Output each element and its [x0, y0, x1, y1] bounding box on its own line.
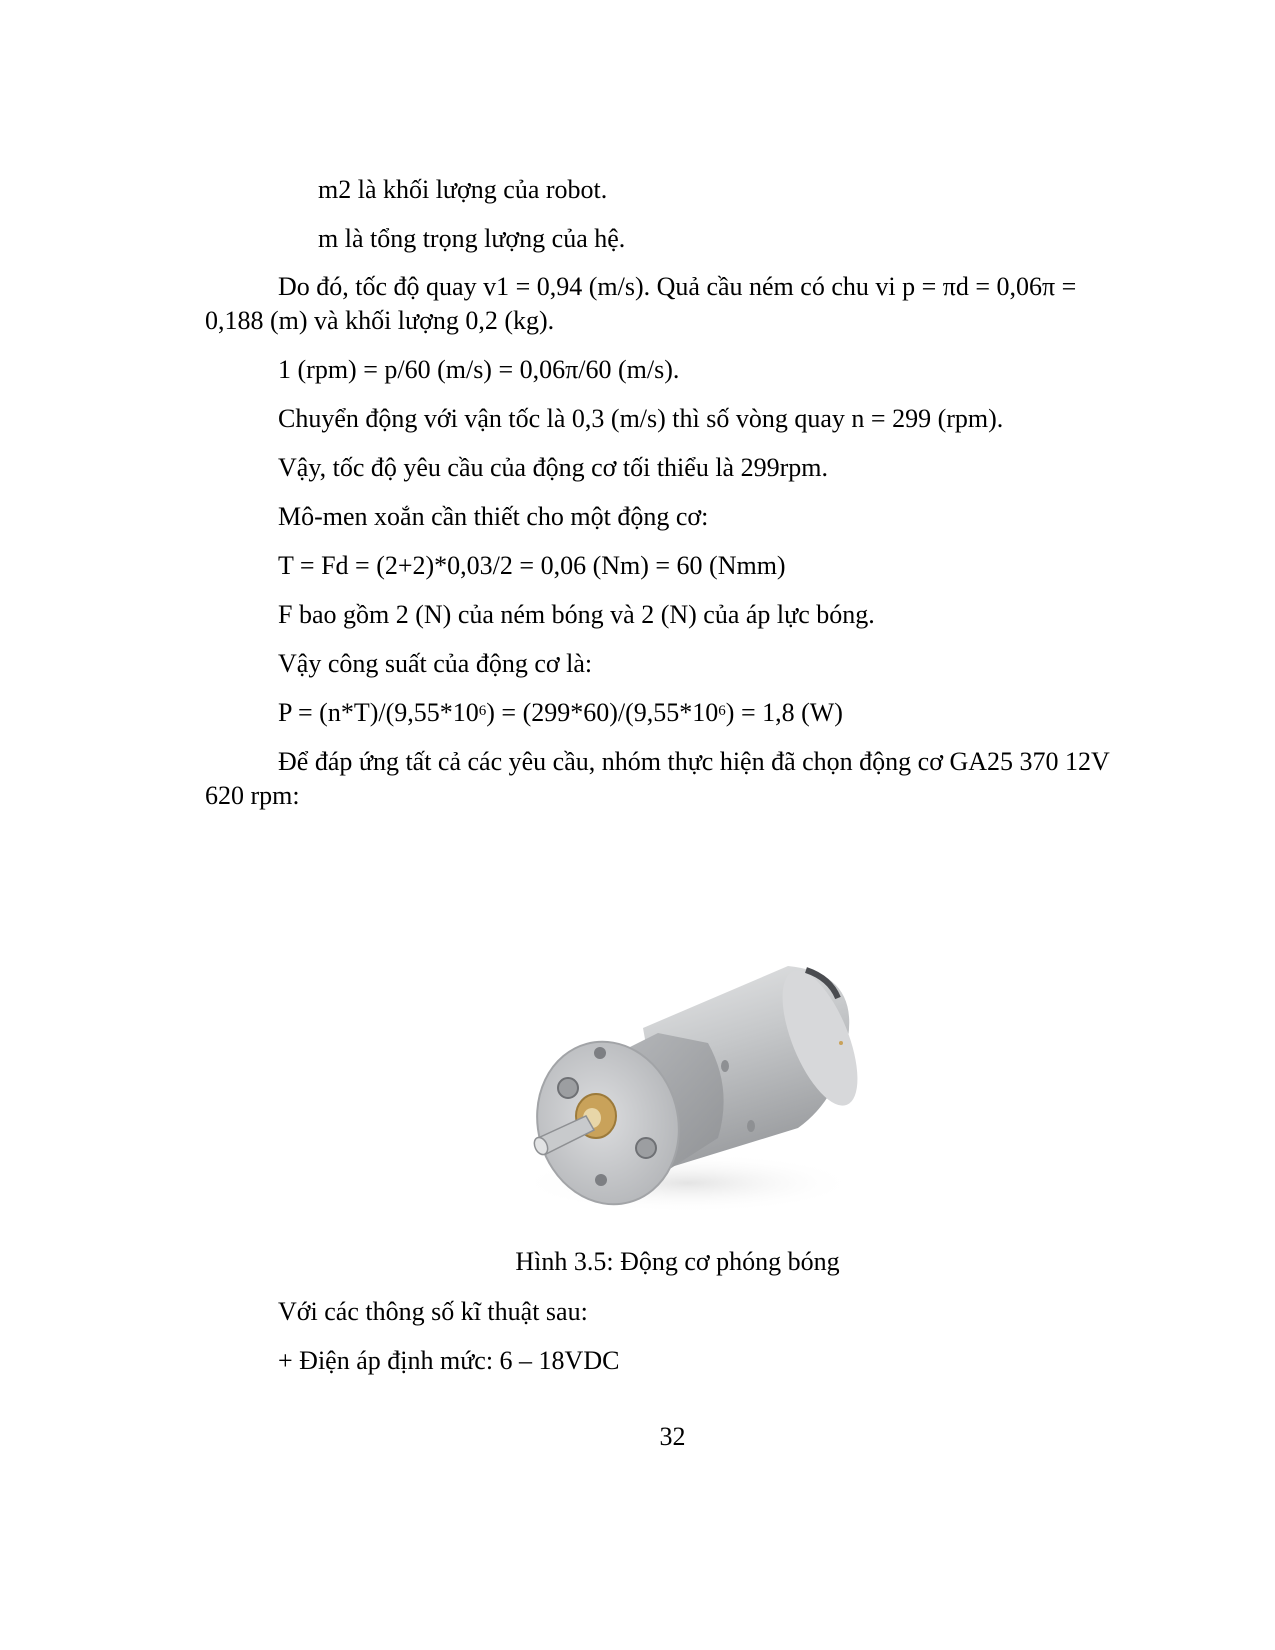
paragraph-m2-definition: m2 là khối lượng của robot. [318, 175, 608, 204]
paragraph-rpm-conversion: 1 (rpm) = p/60 (m/s) = 0,06π/60 (m/s). [278, 355, 680, 384]
page-number: 32 [659, 1422, 686, 1451]
paragraph-rotations-count: Chuyển động với vận tốc là 0,3 (m/s) thì số vòng quay n = 299 (rpm). [278, 404, 1004, 433]
formula-torque: T = Fd = (2+2)*0,03/2 = 0,06 (Nm) = 60 (Nmm) [278, 551, 786, 580]
formula-power-part3: ) = 1,8 (W) [725, 698, 843, 727]
paragraph-motor-selection-line2: 620 rpm: [205, 781, 300, 810]
paragraph-m-definition: m là tổng trọng lượng của hệ. [318, 224, 626, 253]
paragraph-specs-intro: Với các thông số kĩ thuật sau: [278, 1297, 588, 1326]
formula-power-part2: ) = (299*60)/(9,55*10 [486, 698, 719, 727]
formula-power-exponent2: 6 [718, 703, 726, 719]
paragraph-force-composition: F bao gồm 2 (N) của ném bóng và 2 (N) của áp lực bóng. [278, 600, 875, 629]
paragraph-torque-heading: Mô-men xoắn cần thiết cho một động cơ: [278, 502, 709, 531]
paragraph-rotation-speed-line2: 0,188 (m) và khối lượng 0,2 (kg). [205, 306, 555, 335]
paragraph-power-heading: Vậy công suất của động cơ là: [278, 649, 593, 678]
paragraph-rotation-speed-line1: Do đó, tốc độ quay v1 = 0,94 (m/s). Quả cầu ném có chu vi p = πd = 0,06π = [278, 272, 1077, 301]
dc-gear-motor-image [468, 838, 880, 1248]
formula-power-exponent1: 6 [478, 703, 487, 719]
formula-power-part1: P = (n*T)/(9,55*10 [278, 698, 479, 727]
formula-power [278, 696, 843, 730]
paragraph-minimum-speed: Vậy, tốc độ yêu cầu của động cơ tối thiểu là 299rpm. [278, 453, 828, 482]
spec-rated-voltage: + Điện áp định mức: 6 – 18VDC [278, 1346, 620, 1375]
figure-caption: Hình 3.5: Động cơ phóng bóng [515, 1247, 840, 1276]
paragraph-motor-selection-line1: Để đáp ứng tất cả các yêu cầu, nhóm thực hiện đã chọn động cơ GA25 370 12V [278, 747, 1110, 776]
motor-figure [468, 838, 880, 1248]
